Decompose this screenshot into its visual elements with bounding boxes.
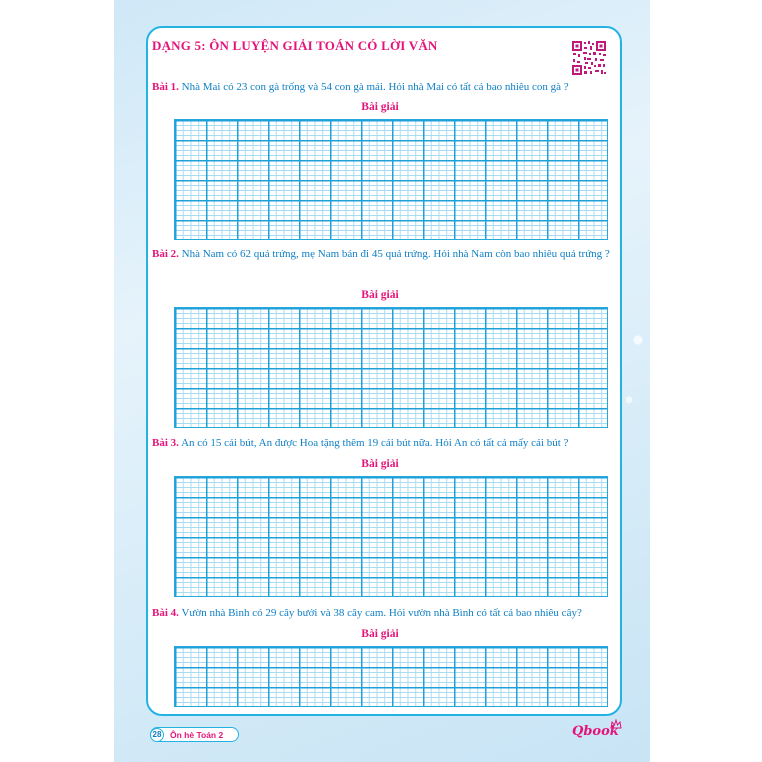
problem-label: Bài 2. xyxy=(152,248,179,260)
solution-heading: Bài giải xyxy=(361,628,399,640)
problem-label: Bài 4. xyxy=(152,607,179,619)
answer-grid[interactable] xyxy=(174,307,608,428)
problem-text: Vườn nhà Bình có 29 cây bưởi và 38 cây cam. Hỏi vườn nhà Bình có tất cả bao nhiêu cây? xyxy=(181,607,582,619)
problem-text: Nhà Nam có 62 quả trứng, mẹ Nam bán đi 45 quả trứng. Hỏi nhà Nam còn bao nhiêu quả trứng ? xyxy=(181,248,610,260)
book-title: Ôn hè Toán 2 xyxy=(170,729,224,740)
page-title: DẠNG 5: ÔN LUYỆN GIẢI TOÁN CÓ LỜI VĂN xyxy=(152,38,438,53)
footer-bar xyxy=(150,727,239,742)
publisher-logo: Qbook xyxy=(572,724,619,739)
problem-3 xyxy=(152,433,616,454)
solution-heading: Bài giải xyxy=(361,289,399,301)
page-number: 28 xyxy=(150,728,164,742)
qr-code-icon xyxy=(571,40,607,76)
answer-grid[interactable] xyxy=(174,476,608,597)
problem-text: An có 15 cái bút, An được Hoa tặng thêm 19 cái bút nữa. Hỏi An có tất cả mấy cái bút ? xyxy=(181,437,569,449)
answer-grid[interactable] xyxy=(174,119,608,240)
problem-label: Bài 3. xyxy=(152,437,179,449)
problem-label: Bài 1. xyxy=(152,81,179,93)
problem-2 xyxy=(152,244,616,265)
problem-1 xyxy=(152,77,616,98)
answer-grid[interactable] xyxy=(174,646,608,707)
solution-heading: Bài giải xyxy=(361,458,399,470)
problem-4 xyxy=(152,603,616,624)
problem-text: Nhà Mai có 23 con gà trống và 54 con gà mái. Hỏi nhà Mai có tất cả bao nhiêu con gà ? xyxy=(181,81,569,93)
crown-icon xyxy=(610,719,622,729)
solution-heading: Bài giải xyxy=(361,101,399,113)
